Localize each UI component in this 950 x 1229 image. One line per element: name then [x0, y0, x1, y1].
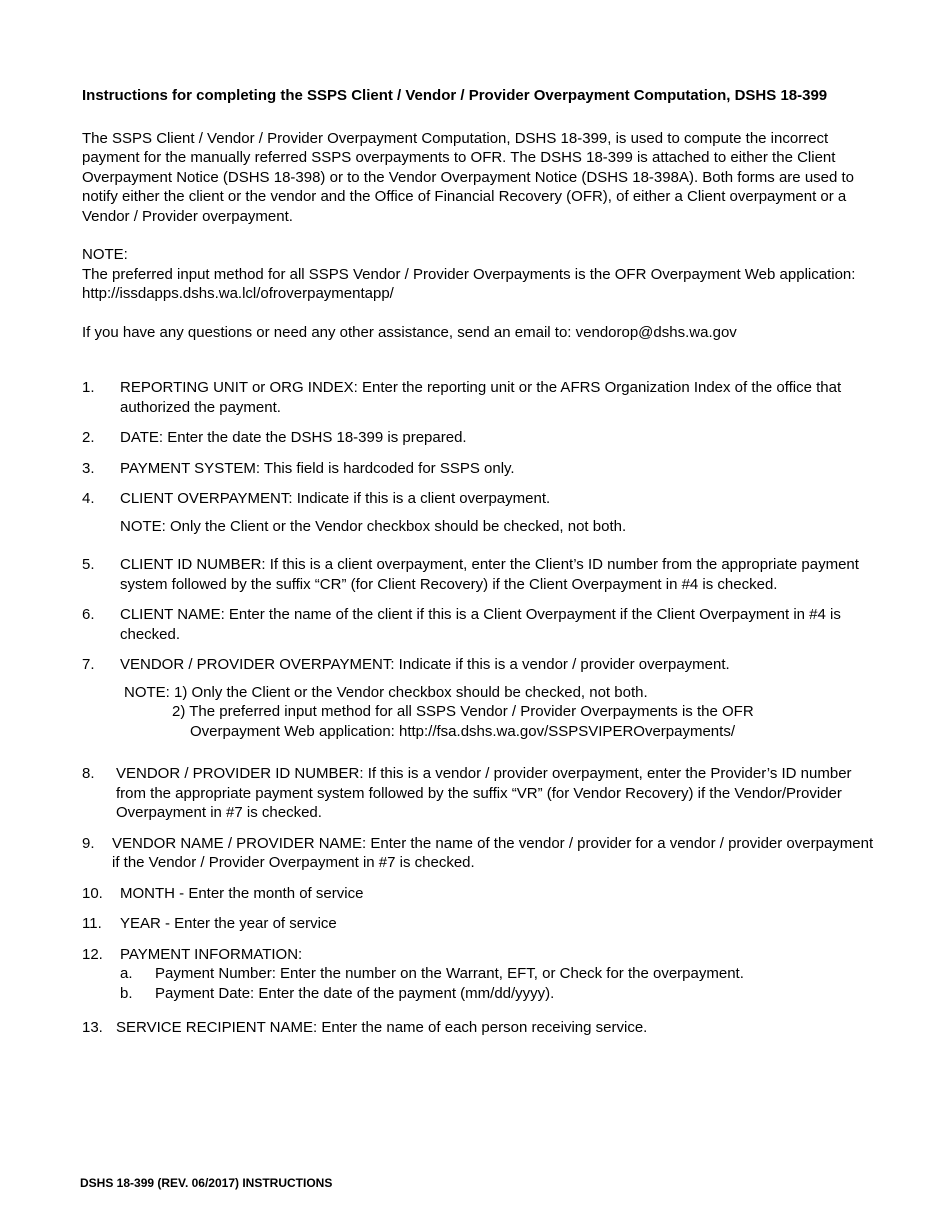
item-number: 4. [82, 490, 95, 507]
item-text: CLIENT ID NUMBER: If this is a client overpayment, enter the Client’s ID number from the appropriate payment system followed by the suffix “CR” (for Client Recovery) if the Client Overpayment in #4 is checked. [120, 556, 859, 593]
item-7-note [124, 683, 882, 742]
intro-paragraph: The SSPS Client / Vendor / Provider Overpayment Computation, DSHS 18-399, is used to compute the incorrect payment for the manually referred SSPS overpayments to OFR. The DSHS 18-399 is attached to either the Client Overpayment Notice (DSHS 18-398) or to the Vendor Overpayment Notice (DSHS 18-398A). Both forms are used to notify either the client or the vendor and the Office of Financial Recovery (OFR), of either a Client overpayment or a Vendor / Provider overpayment. [82, 129, 855, 225]
sub-item-letter: a. [120, 965, 133, 982]
item-text: SERVICE RECIPIENT NAME: Enter the name of each person receiving service. [116, 1019, 648, 1036]
item-text: VENDOR / PROVIDER OVERPAYMENT: Indicate if this is a vendor / provider overpayment. [120, 656, 730, 673]
list-item [82, 555, 882, 594]
list-item [82, 764, 882, 823]
sub-item-text: Payment Number: Enter the number on the Warrant, EFT, or Check for the overpayment. [155, 965, 744, 982]
list-item [82, 428, 882, 448]
list-item [82, 489, 882, 509]
item-7-note-line: Overpayment Web application: http://fsa.dshs.wa.gov/SSPSVIPEROverpayments/ [190, 722, 735, 740]
sub-item-text: Payment Date: Enter the date of the payment (mm/dd/yyyy). [155, 984, 555, 1002]
item-number: 7. [82, 656, 95, 673]
list-item [82, 834, 882, 873]
item-text: PAYMENT SYSTEM: This field is hardcoded for SSPS only. [120, 459, 515, 477]
list-item [82, 945, 882, 965]
item-number: 1. [82, 379, 95, 396]
item-number: 3. [82, 459, 95, 477]
sub-item-letter: b. [120, 984, 133, 1002]
item-text: VENDOR NAME / PROVIDER NAME: Enter the name of the vendor / provider for a vendor / provider overpayment if the Vendor / Provider Overpayment in #7 is checked. [112, 834, 874, 871]
form-footer: DSHS 18-399 (REV. 06/2017) INSTRUCTIONS [80, 1176, 333, 1190]
list-item [82, 459, 882, 479]
note-text: The preferred input method for all SSPS Vendor / Provider Overpayments is the OFR Overpayment Web application: http://issdapps.dshs.wa.lcl/ofroverpaymentapp/ [82, 265, 856, 302]
item-number: 5. [82, 556, 95, 573]
item-number: 11. [82, 915, 102, 932]
list-item [82, 378, 882, 417]
list-item [82, 605, 882, 644]
item-text: PAYMENT INFORMATION: [120, 945, 303, 963]
item-text: YEAR - Enter the year of service [120, 915, 337, 932]
item-number: 12. [82, 945, 103, 963]
item-4-note: NOTE: Only the Client or the Vendor checkbox should be checked, not both. [120, 517, 627, 535]
item-text: MONTH - Enter the month of service [120, 884, 364, 902]
item-number: 9. [82, 834, 95, 852]
item-text: CLIENT OVERPAYMENT: Indicate if this is a client overpayment. [120, 490, 551, 507]
sub-list-item [120, 984, 882, 1004]
list-item [82, 1018, 882, 1038]
item-text: CLIENT NAME: Enter the name of the client if this is a Client Overpayment if the Client Overpayment in #4 is checked. [120, 606, 841, 643]
item-number: 6. [82, 606, 95, 623]
item-number: 2. [82, 429, 95, 446]
item-7-note-line: NOTE: 1) Only the Client or the Vendor checkbox should be checked, not both. [124, 683, 648, 701]
sub-list-item [120, 964, 882, 984]
item-number: 10. [82, 884, 103, 902]
page-title: Instructions for completing the SSPS Client / Vendor / Provider Overpayment Computation, DSHS 18-399 [82, 87, 828, 104]
item-text: DATE: Enter the date the DSHS 18-399 is prepared. [120, 429, 467, 446]
document-body [82, 86, 882, 1049]
list-item [82, 655, 882, 675]
item-7-note-line: 2) The preferred input method for all SSPS Vendor / Provider Overpayments is the OFR [172, 703, 754, 720]
note-label: NOTE: [82, 246, 128, 263]
item-text: VENDOR / PROVIDER ID NUMBER: If this is a vendor / provider overpayment, enter the Provider’s ID number from the appropriate payment system followed by the suffix “VR” (for Vendor Recovery) if the Vendor/Provider Overpayment in #7 is checked. [116, 765, 852, 821]
list-item [82, 884, 882, 904]
item-number: 13. [82, 1019, 103, 1036]
item-text: REPORTING UNIT or ORG INDEX: Enter the reporting unit or the AFRS Organization Index of the office that authorized the payment. [120, 379, 842, 416]
item-number: 8. [82, 765, 95, 782]
contact-line: If you have any questions or need any other assistance, send an email to: vendorop@dshs.wa.gov [82, 323, 737, 341]
list-item [82, 914, 882, 934]
